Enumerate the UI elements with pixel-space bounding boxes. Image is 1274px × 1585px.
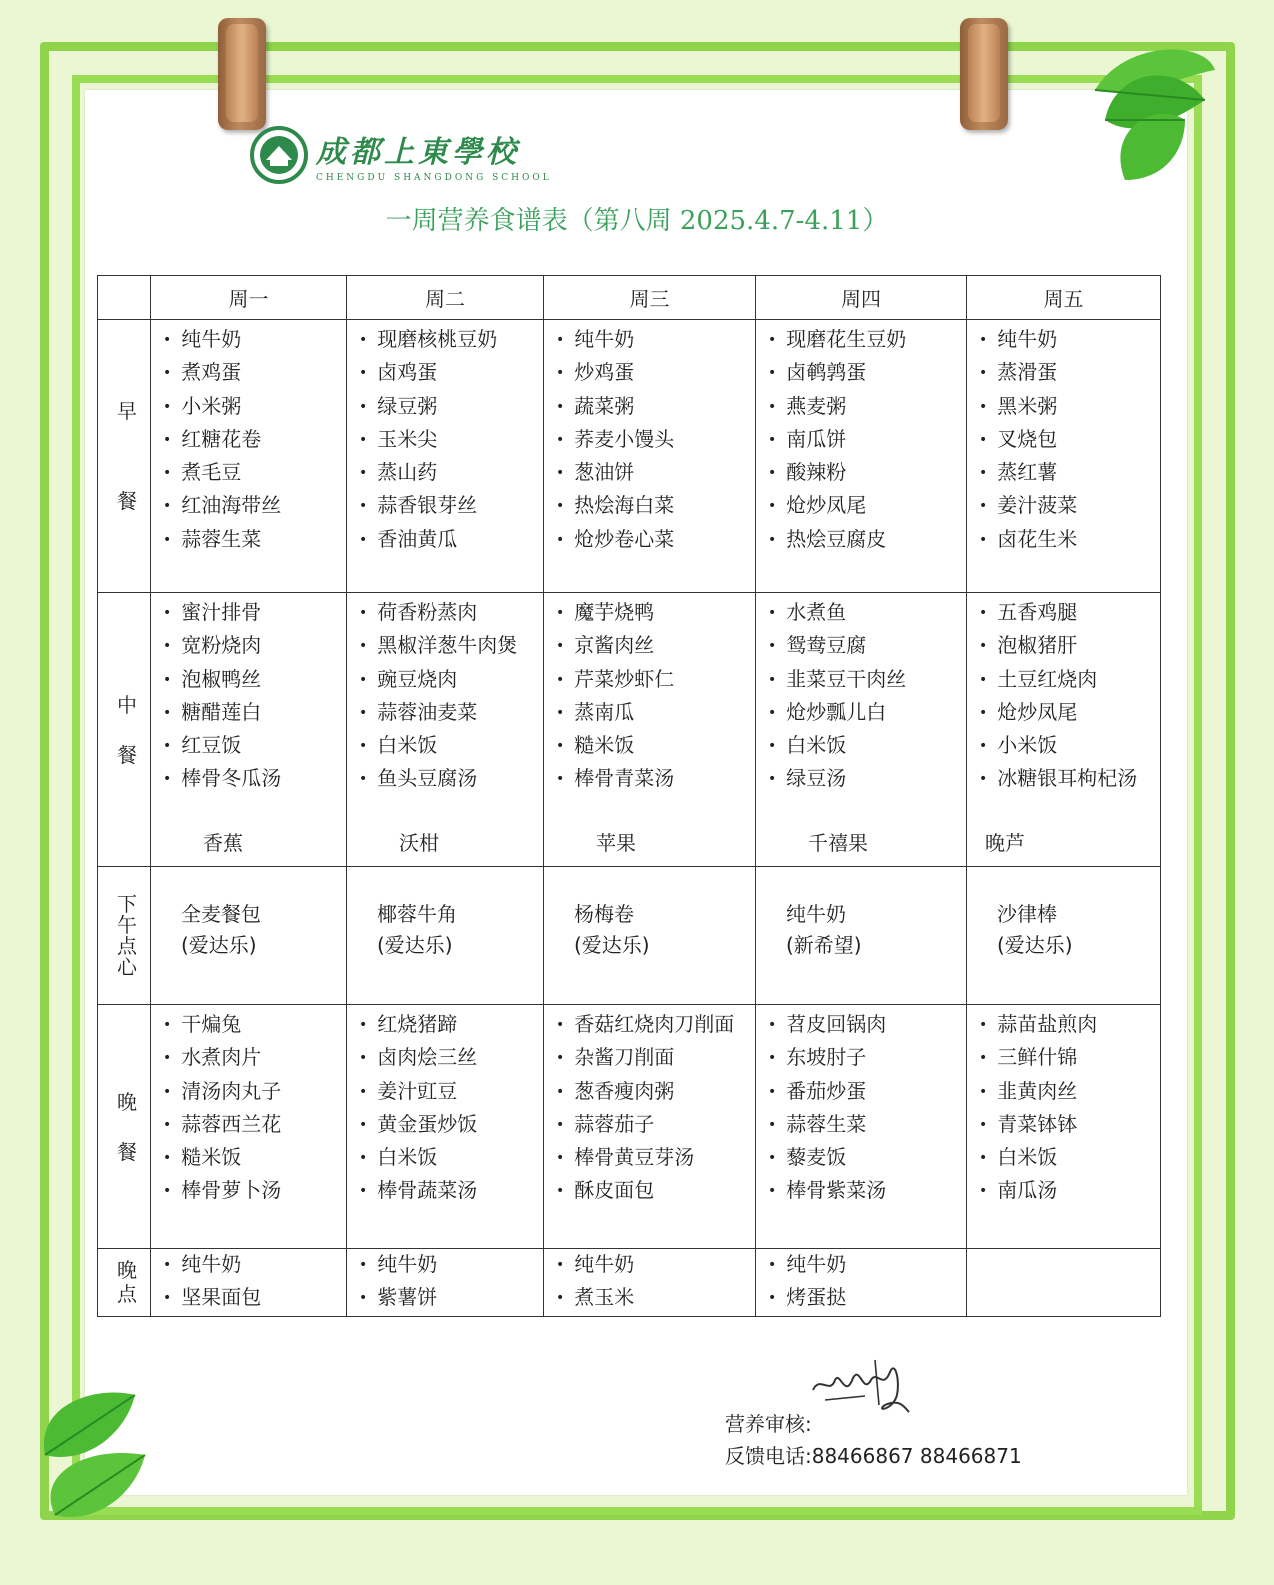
menu-item: • 坚果面包 xyxy=(163,1282,346,1315)
menu-item: • 红烧猪蹄 xyxy=(359,1009,543,1042)
menu-item: • 红糖花卷 xyxy=(163,424,346,457)
meal-label: 中餐 xyxy=(117,692,137,767)
wooden-clip-left xyxy=(218,18,266,130)
menu-item: • 鸳鸯豆腐 xyxy=(768,630,966,663)
snack-brand: (爱达乐) xyxy=(997,933,1073,957)
menu-item: • 紫薯饼 xyxy=(359,1282,543,1315)
night-snack-row xyxy=(98,1249,1161,1317)
menu-item: • 现磨核桃豆奶 xyxy=(359,324,543,357)
menu-item: • 蒜蓉西兰花 xyxy=(163,1109,346,1142)
menu-item: • 纯牛奶 xyxy=(556,1249,755,1282)
menu-item: • 五香鸡腿 xyxy=(979,597,1160,630)
leaves-top-right-icon xyxy=(1065,30,1230,195)
menu-item: • 藜麦饭 xyxy=(768,1142,966,1175)
menu-item: • 红油海带丝 xyxy=(163,490,346,523)
menu-item: • 棒骨紫菜汤 xyxy=(768,1175,966,1208)
menu-item: • 小米饭 xyxy=(979,730,1160,763)
menu-item: • 纯牛奶 xyxy=(359,1249,543,1282)
afternoon-snack-row xyxy=(98,867,1161,1005)
menu-item: • 白米饭 xyxy=(359,730,543,763)
menu-item: • 清汤肉丸子 xyxy=(163,1076,346,1109)
dinner-row xyxy=(98,1005,1161,1249)
menu-item: • 黑椒洋葱牛肉煲 xyxy=(359,630,543,663)
snack-name: 纯牛奶 xyxy=(786,902,846,926)
menu-item: • 糙米饭 xyxy=(163,1142,346,1175)
fruit: 苹果 xyxy=(596,830,636,855)
snack-name: 椰蓉牛角 xyxy=(377,902,457,926)
menu-list xyxy=(151,1009,346,1209)
menu-item: • 土豆红烧肉 xyxy=(979,664,1160,697)
menu-item: • 蒸滑蛋 xyxy=(979,357,1160,390)
menu-item: • 小米粥 xyxy=(163,391,346,424)
menu-item: • 三鲜什锦 xyxy=(979,1042,1160,1075)
menu-item: • 纯牛奶 xyxy=(556,324,755,357)
fruit: 沃柑 xyxy=(399,830,439,855)
snack-brand: (爱达乐) xyxy=(181,933,257,957)
menu-list xyxy=(756,597,966,797)
menu-item: • 棒骨青菜汤 xyxy=(556,763,755,796)
menu-item: • 姜汁菠菜 xyxy=(979,490,1160,523)
menu-list xyxy=(347,1249,543,1316)
menu-list xyxy=(151,597,346,797)
menu-list xyxy=(967,1009,1160,1209)
menu-item: • 蒜蓉油麦菜 xyxy=(359,697,543,730)
menu-item: • 酥皮面包 xyxy=(556,1175,755,1208)
menu-item: • 蒜蓉生菜 xyxy=(163,524,346,557)
menu-table xyxy=(97,275,1161,1317)
menu-item: • 纯牛奶 xyxy=(163,324,346,357)
school-logo xyxy=(250,126,552,184)
lunch-row xyxy=(98,593,1161,867)
page-title: 一周营养食谱表（第八周 2025.4.7-4.11） xyxy=(385,206,889,236)
menu-item: • 白米饭 xyxy=(359,1142,543,1175)
meal-label: 晚点 xyxy=(117,1258,137,1307)
feedback-phone: 反馈电话:88466867 88466871 xyxy=(725,1444,1022,1468)
snack-brand: (爱达乐) xyxy=(377,933,453,957)
menu-item: • 酸辣粉 xyxy=(768,457,966,490)
menu-item: • 叉烧包 xyxy=(979,424,1160,457)
menu-list xyxy=(756,1249,966,1316)
menu-list xyxy=(756,1009,966,1209)
day-header: 周五 xyxy=(967,276,1161,320)
menu-item: • 白米饭 xyxy=(768,730,966,763)
menu-item: • 南瓜汤 xyxy=(979,1175,1160,1208)
menu-item: • 韭黄肉丝 xyxy=(979,1076,1160,1109)
menu-item: • 东坡肘子 xyxy=(768,1042,966,1075)
menu-item: • 卤鹌鹑蛋 xyxy=(768,357,966,390)
menu-item: • 蒸山药 xyxy=(359,457,543,490)
school-name-en: CHENGDU SHANGDONG SCHOOL xyxy=(316,173,552,183)
menu-list xyxy=(151,1249,346,1316)
menu-item: • 炝炒瓢儿白 xyxy=(768,697,966,730)
menu-item: • 黑米粥 xyxy=(979,391,1160,424)
menu-item: • 棒骨蔬菜汤 xyxy=(359,1175,543,1208)
menu-item: • 绿豆汤 xyxy=(768,763,966,796)
meal-label: 下午点心 xyxy=(117,891,137,979)
menu-item: • 南瓜饼 xyxy=(768,424,966,457)
snack-name: 沙律棒 xyxy=(997,902,1057,926)
menu-item: • 香菇红烧肉刀削面 xyxy=(556,1009,755,1042)
wooden-clip-right xyxy=(960,18,1008,130)
menu-item: • 热烩豆腐皮 xyxy=(768,524,966,557)
menu-item: • 水煮肉片 xyxy=(163,1042,346,1075)
menu-item: • 泡椒鸭丝 xyxy=(163,664,346,697)
menu-item: • 煮鸡蛋 xyxy=(163,357,346,390)
menu-item: • 蒸南瓜 xyxy=(556,697,755,730)
menu-item: • 糙米饭 xyxy=(556,730,755,763)
menu-item: • 苕皮回锅肉 xyxy=(768,1009,966,1042)
menu-item: • 鱼头豆腐汤 xyxy=(359,763,543,796)
menu-item: • 魔芋烧鸭 xyxy=(556,597,755,630)
menu-item: • 杂酱刀削面 xyxy=(556,1042,755,1075)
menu-item: • 卤花生米 xyxy=(979,524,1160,557)
menu-item: • 荞麦小馒头 xyxy=(556,424,755,457)
day-header: 周四 xyxy=(756,276,967,320)
fruit: 香蕉 xyxy=(203,830,243,855)
menu-item: • 干煸兔 xyxy=(163,1009,346,1042)
menu-list xyxy=(544,324,755,557)
menu-item: • 青菜钵钵 xyxy=(979,1109,1160,1142)
menu-item: • 葱香瘦肉粥 xyxy=(556,1076,755,1109)
nutrition-review-label: 营养审核: xyxy=(725,1412,812,1436)
menu-item: • 蒜蓉生菜 xyxy=(768,1109,966,1142)
menu-item: • 棒骨黄豆芽汤 xyxy=(556,1142,755,1175)
school-emblem-icon xyxy=(250,126,308,184)
menu-item: • 蜜汁排骨 xyxy=(163,597,346,630)
menu-item: • 荷香粉蒸肉 xyxy=(359,597,543,630)
menu-item: • 芹菜炒虾仁 xyxy=(556,664,755,697)
menu-item: • 炝炒凤尾 xyxy=(979,697,1160,730)
meal-label: 早餐 xyxy=(117,399,137,513)
day-header: 周三 xyxy=(544,276,756,320)
menu-item: • 蒜苗盐煎肉 xyxy=(979,1009,1160,1042)
school-name-cn: 成都上東學校 xyxy=(316,135,520,170)
menu-item: • 卤鸡蛋 xyxy=(359,357,543,390)
menu-item: • 烤蛋挞 xyxy=(768,1282,966,1315)
menu-item: • 热烩海白菜 xyxy=(556,490,755,523)
menu-item: • 炝炒凤尾 xyxy=(768,490,966,523)
menu-item: • 糖醋莲白 xyxy=(163,697,346,730)
menu-item: • 煮玉米 xyxy=(556,1282,755,1315)
fruit: 晚芦 xyxy=(985,830,1025,855)
leaves-bottom-left-icon xyxy=(25,1375,175,1535)
menu-list xyxy=(544,1009,755,1209)
menu-item: • 蔬菜粥 xyxy=(556,391,755,424)
snack-name: 全麦餐包 xyxy=(181,902,261,926)
menu-item: • 泡椒猪肝 xyxy=(979,630,1160,663)
menu-item: • 豌豆烧肉 xyxy=(359,664,543,697)
menu-item: • 黄金蛋炒饭 xyxy=(359,1109,543,1142)
corner-cell xyxy=(98,276,151,320)
menu-item: • 红豆饭 xyxy=(163,730,346,763)
signature-icon xyxy=(805,1350,915,1425)
menu-list xyxy=(347,597,543,797)
day-header: 周一 xyxy=(151,276,347,320)
menu-item: • 炒鸡蛋 xyxy=(556,357,755,390)
menu-item: • 冰糖银耳枸杞汤 xyxy=(979,763,1160,796)
menu-list xyxy=(151,324,346,557)
menu-item: • 棒骨冬瓜汤 xyxy=(163,763,346,796)
menu-item: • 白米饭 xyxy=(979,1142,1160,1175)
menu-item: • 燕麦粥 xyxy=(768,391,966,424)
menu-item: • 香油黄瓜 xyxy=(359,524,543,557)
menu-item: • 蒜蓉茄子 xyxy=(556,1109,755,1142)
menu-item: • 蒸红薯 xyxy=(979,457,1160,490)
fruit: 千禧果 xyxy=(808,830,868,855)
menu-list xyxy=(756,324,966,557)
menu-item: • 卤肉烩三丝 xyxy=(359,1042,543,1075)
menu-item: • 纯牛奶 xyxy=(768,1249,966,1282)
menu-item: • 姜汁豇豆 xyxy=(359,1076,543,1109)
breakfast-row xyxy=(98,320,1161,593)
menu-item: • 纯牛奶 xyxy=(979,324,1160,357)
menu-list xyxy=(544,597,755,797)
menu-list xyxy=(347,324,543,557)
menu-item: • 宽粉烧肉 xyxy=(163,630,346,663)
menu-item: • 煮毛豆 xyxy=(163,457,346,490)
menu-list xyxy=(967,324,1160,557)
meal-label: 晚餐 xyxy=(117,1089,137,1164)
menu-item: • 现磨花生豆奶 xyxy=(768,324,966,357)
menu-item: • 番茄炒蛋 xyxy=(768,1076,966,1109)
menu-item: • 蒜香银芽丝 xyxy=(359,490,543,523)
menu-list xyxy=(347,1009,543,1209)
menu-list xyxy=(544,1249,755,1316)
snack-brand: (爱达乐) xyxy=(574,933,650,957)
menu-item: • 水煮鱼 xyxy=(768,597,966,630)
header-row xyxy=(98,276,1161,320)
day-header: 周二 xyxy=(347,276,544,320)
menu-item: • 炝炒卷心菜 xyxy=(556,524,755,557)
menu-item: • 玉米尖 xyxy=(359,424,543,457)
menu-list xyxy=(967,597,1160,797)
menu-item: • 棒骨萝卜汤 xyxy=(163,1175,346,1208)
menu-item: • 葱油饼 xyxy=(556,457,755,490)
menu-item: • 京酱肉丝 xyxy=(556,630,755,663)
menu-item: • 韭菜豆干肉丝 xyxy=(768,664,966,697)
snack-name: 杨梅卷 xyxy=(574,902,634,926)
snack-brand: (新希望) xyxy=(786,933,862,957)
menu-item: • 纯牛奶 xyxy=(163,1249,346,1282)
menu-item: • 绿豆粥 xyxy=(359,391,543,424)
